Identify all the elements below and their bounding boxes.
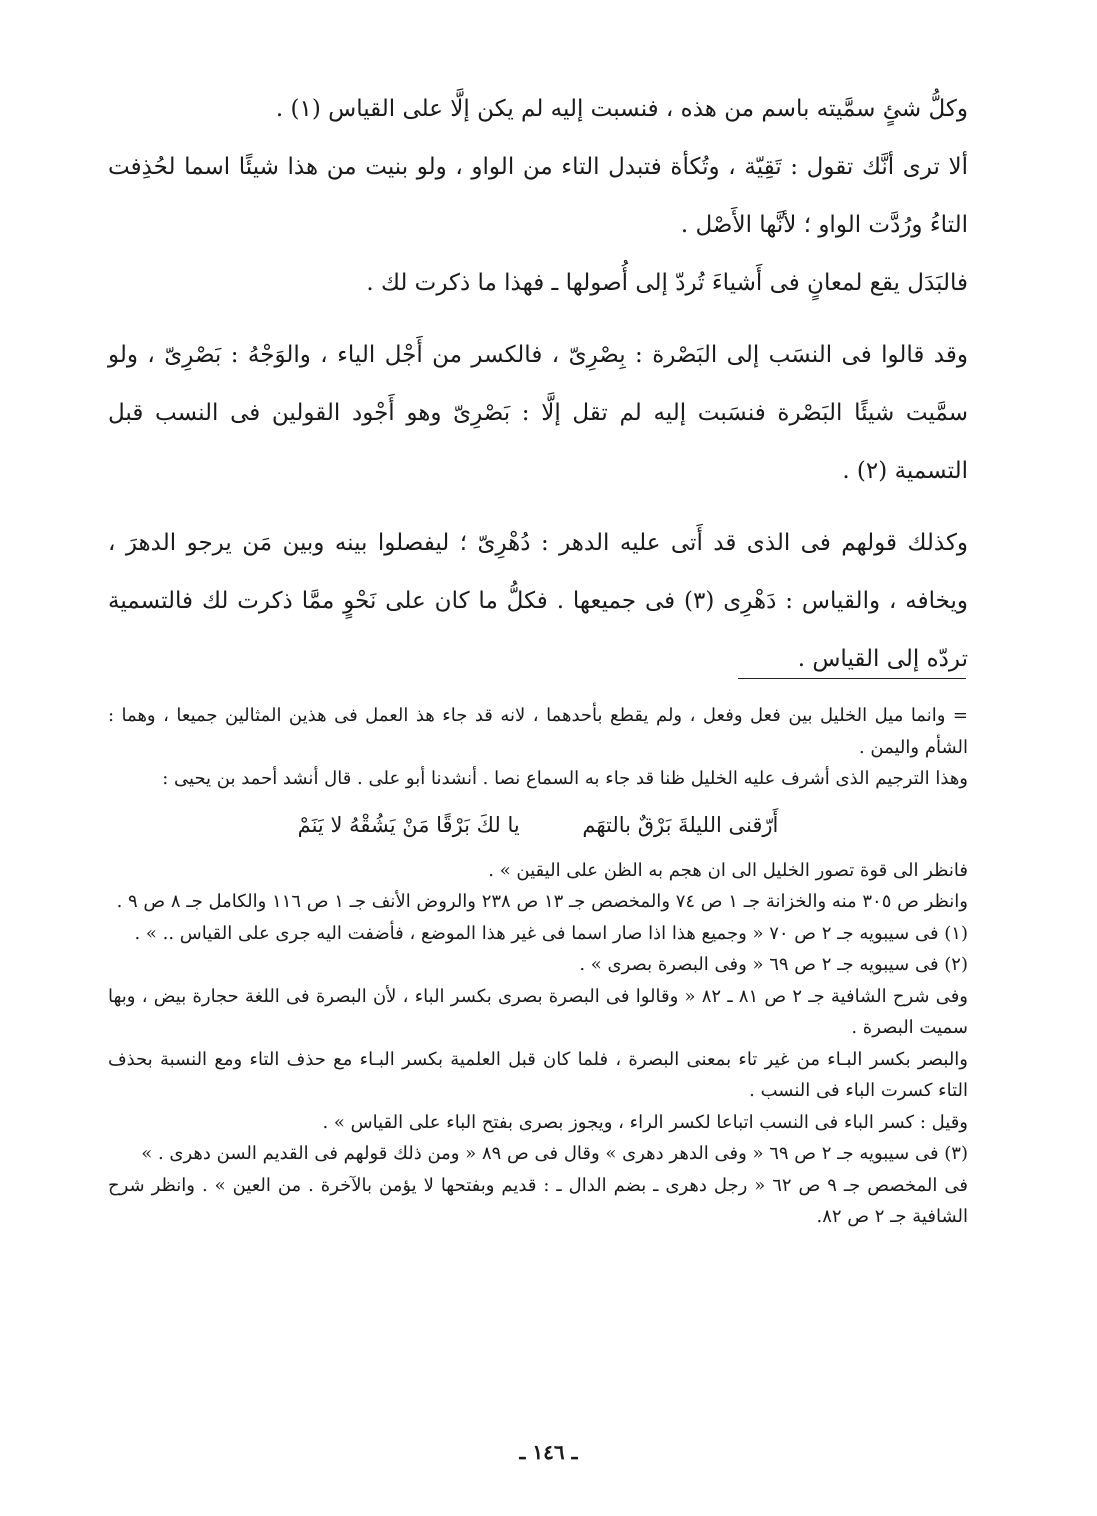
footnote-line: فى المخصص جـ ٩ ص ٦٢ « رجل دهرى ـ بضم الدال ـ : قديم وبفتحها لا يؤمن بالآخرة . من العين » . وانظر شرح الشافية جـ ٢ ص ٨٢. [108, 1174, 968, 1227]
main-text [108, 80, 968, 688]
footnote-line: فانظر الى قوة تصور الخليل الى ان هجم به الظن على اليقين » . [488, 859, 968, 881]
poem-verse [108, 795, 968, 855]
footnote-line: = وانما ميل الخليل بين فعل وفعل ، ولم يقطع بأحدهما ، لانه قد جاء هذ العمل فى هذين المثالين جميعا ، وهما : الشأم واليمن . [108, 705, 968, 758]
paragraph: فالبَدَل يقع لمعانٍ فى أَشياءَ تُردّ إلى أُصولها ـ فهذا ما ذكرت لك . [366, 270, 968, 296]
footnote-line: (١) فى سيبويه جـ ٢ ص ٧٠ « وجميع هذا اذا صار اسما فى غير هذا الموضع ، فأضفت اليه جرى على القياس .. » . [134, 922, 968, 944]
paragraph: وكلُّ شئٍ سمَّيته باسم من هذه ، فنسبت إليه لم يكن إلَّا على القياس (١) . [275, 96, 968, 122]
paragraph: وقد قالوا فى النسَب إلى البَصْرة : بِصْرِىّ ، فالكسر من أَجْل الياء ، والوَجْهُ : بَصْرِىّ ، ولو سمَّيت شيئًا البَصْرة فنسَبت إليه لم تقل إلَّا : بَصْرِىّ وهو أَجْود القولين فى النسب قبل التسمية (٢) . [108, 342, 968, 484]
paragraph: ألا ترى أنَّك تقول : تَقِيّة ، وتُكأة فتبدل التاء من الواو ، ولو بنيت من هذا شيئًا اسما لحُذِفت التاءُ ورُدَّت الواو ؛ لأنَّها الأَصْل . [108, 154, 968, 238]
footnote-line: (٣) فى سيبويه جـ ٢ ص ٦٩ « وفى الدهر دهرى » وقال فى ص ٨٩ « ومن ذلك قولهم فى القديم السن دهرى . » [141, 1143, 968, 1164]
footnote-separator [738, 678, 966, 679]
footnote-line: وقيل : كسر الباء فى النسب اتباعا لكسر الراء ، ويجوز بصرى بفتح الباء على القياس » . [322, 1111, 968, 1133]
footnote-line: وانظر ص ٣٠٥ منه والخزانة جـ ١ ص ٧٤ والمخصص جـ ١٣ ص ٢٣٨ والروض الأنف جـ ١ ص ١١٦ والكامل جـ ٨ ص ٩ . [116, 891, 968, 912]
verse-hemistich-1: أَرّقنى الليلةَ بَرْقٌ بالتهَم [582, 812, 779, 837]
footnote-line: والبصر بكسر البـاء من غير تاء بمعنى البصرة ، فلما كان قبل العلمية بكسر البـاء مع حذف التاء ومع النسبة بحذف التاء كسرت الباء فى النسب . [108, 1048, 968, 1101]
paragraph: وكذلك قولهم فى الذى قد أَتى عليه الدهر : دُهْرِىّ ؛ ليفصلوا بينه وبين مَن يرجو الدهرَ ، ويخافه ، والقياس : دَهْرِى (٣) فى جميعها . فكلُّ ما كان على نَحْوٍ ممَّا ذكرت لك فالتسمية تردّه إلى القياس . [108, 530, 968, 672]
footnote-line: (٢) فى سيبويه جـ ٢ ص ٦٩ « وفى البصرة بصرى » . [579, 954, 968, 975]
page-number: ـ ١٤٦ ـ [519, 1440, 578, 1464]
footnote-line: وهذا الترجيم الذى أشرف عليه الخليل ظنا قد جاء به السماع نصا . أنشدنا أبو على . قال أنشد أحمد بن يحيى : [162, 768, 968, 789]
footnotes [108, 700, 968, 1233]
verse-hemistich-2: يا لكَ بَرْقًا مَنْ يَشُقْهُ لا يَنَمْ [297, 812, 520, 837]
footnote-line: وفى شرح الشافية جـ ٢ ص ٨١ ـ ٨٢ « وقالوا فى البصرة بصرى بكسر الباء ، لأن البصرة فى اللغة حجارة بيض ، وبها سميت البصرة . [108, 985, 968, 1038]
